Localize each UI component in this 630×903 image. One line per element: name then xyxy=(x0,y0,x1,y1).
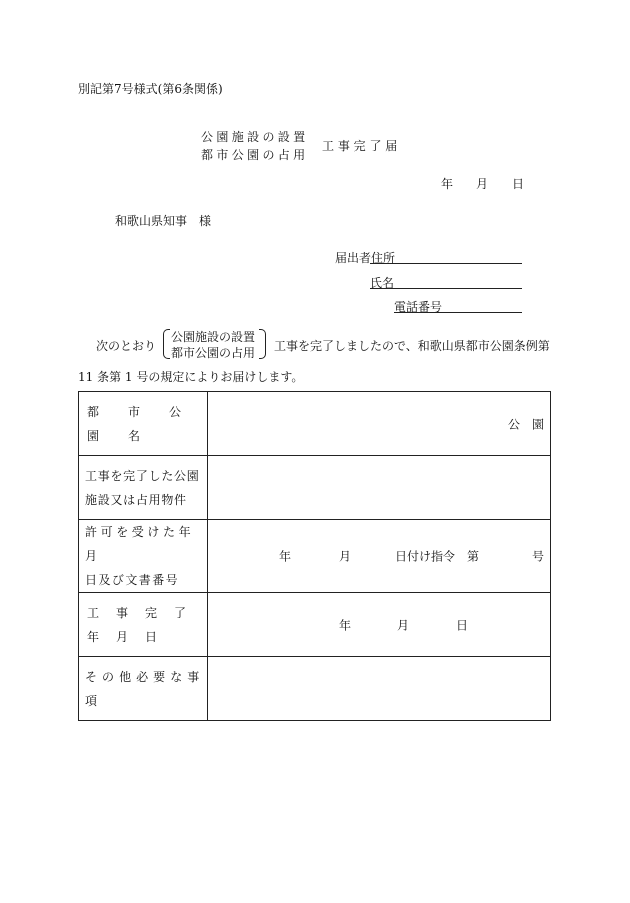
statement-option-occupancy: 都市公園の占用 xyxy=(171,346,256,360)
permit-label-line2: 日及び文書番号 xyxy=(85,573,180,587)
phone-underline[interactable] xyxy=(394,312,522,313)
park-name-field[interactable] xyxy=(208,392,551,456)
park-suffix: 公 園 xyxy=(507,417,544,431)
phone-label: 電話番号 xyxy=(394,300,443,314)
table-row xyxy=(79,520,551,593)
name-label: 氏名 xyxy=(370,276,395,290)
title-suffix: 工 事 完 了 届 xyxy=(322,139,398,153)
address-underline[interactable] xyxy=(370,263,522,264)
completion-date-label: 工 事 完 了 年 月 日 xyxy=(79,593,208,657)
other-matters-field[interactable] xyxy=(208,657,551,721)
facility-field[interactable] xyxy=(208,456,551,520)
addressee: 和歌山県知事 様 xyxy=(115,214,212,228)
park-name-label: 都 市 公 園 名 xyxy=(79,392,208,456)
facility-label-line1: 工事を完了した公園 xyxy=(85,468,200,483)
statement-line2: 11 条第 1 号の規定によりお届けします。 xyxy=(78,370,304,384)
completion-form-table xyxy=(78,391,551,721)
permit-label xyxy=(79,520,208,593)
address-label: 届出者住所 xyxy=(335,251,396,265)
date-year: 年 xyxy=(441,177,454,191)
date-day: 日 xyxy=(512,177,525,191)
date-month: 月 xyxy=(476,177,489,191)
completion-month: 月 xyxy=(397,618,410,632)
table-row xyxy=(79,456,551,520)
left-bracket xyxy=(163,329,170,359)
facility-label xyxy=(79,456,208,520)
permit-field[interactable] xyxy=(208,520,551,593)
table-row xyxy=(79,392,551,456)
table-row xyxy=(79,593,551,657)
completion-day: 日 xyxy=(456,618,469,632)
permit-number-suffix: 号 xyxy=(531,549,544,564)
title-option-occupancy: 都市公園の占用 xyxy=(201,148,309,162)
name-underline[interactable] xyxy=(370,288,522,289)
completion-year: 年 xyxy=(339,618,352,632)
facility-label-line2: 施設又は占用物件 xyxy=(85,492,187,507)
permit-doc: 日付け指令 第 xyxy=(395,549,480,564)
completion-date-field[interactable] xyxy=(208,593,551,657)
permit-label-line1: 許可を受けた年月 xyxy=(85,525,195,563)
right-bracket xyxy=(259,329,266,359)
statement-middle: 工事を完了しましたので、和歌山県都市公園条例第 xyxy=(274,339,550,353)
statement-prefix: 次のとおり xyxy=(96,339,157,353)
other-matters-label: その他必要な事項 xyxy=(79,657,208,721)
permit-month: 月 xyxy=(339,549,352,564)
title-option-facility: 公園施設の設置 xyxy=(201,130,309,144)
form-number: 別記第7号様式(第6条関係) xyxy=(78,82,223,96)
statement-option-facility: 公園施設の設置 xyxy=(171,330,256,344)
table-row xyxy=(79,657,551,721)
permit-year: 年 xyxy=(279,549,292,564)
